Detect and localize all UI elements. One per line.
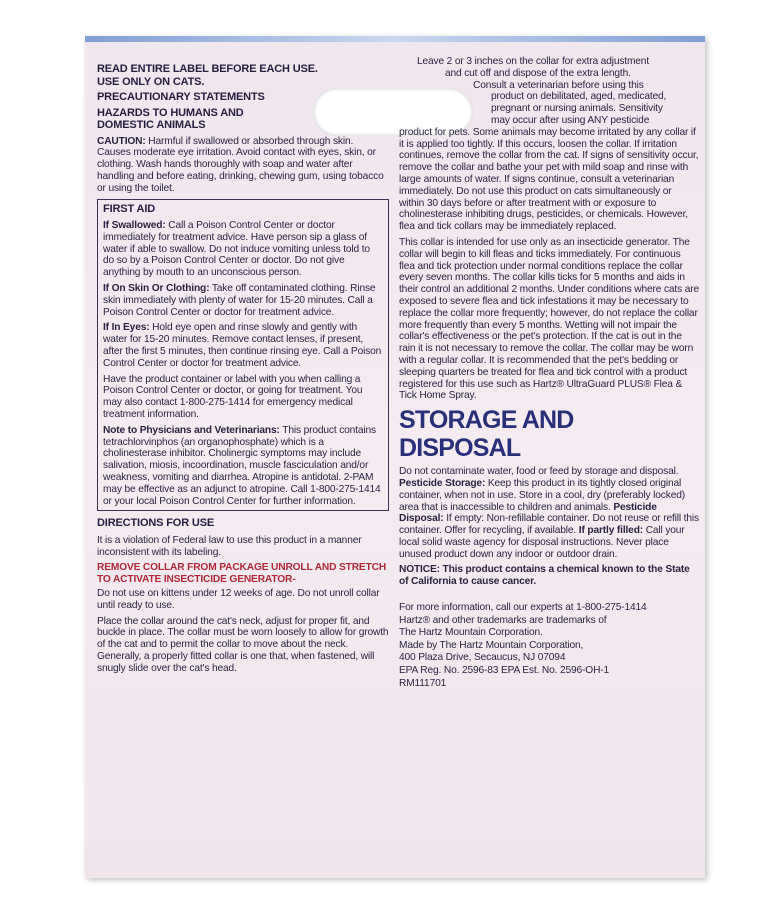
storage-intro: Do not contaminate water, food or feed by storage and disposal. — [399, 466, 679, 478]
swallowed-label: If Swallowed: — [103, 219, 166, 231]
first-aid-title: FIRST AID — [103, 203, 156, 216]
left-column — [97, 63, 389, 679]
directions-place-collar: Place the collar around the cat's neck, adjust for proper fit, and buckle in place. The collar must be worn loosely to allow for growth of the cat and to permit the collar to move about the neck. Generally, a properly fitted collar is one that, when fastened, will snugly slide over the cat's head. — [97, 615, 389, 674]
storage-title: STORAGE AND DISPOSAL — [399, 406, 574, 463]
label-header — [97, 63, 389, 132]
leave-line-1: Leave 2 or 3 inches on the collar for extra adjustment — [417, 56, 650, 67]
header-cats-only: USE ONLY ON CATS. — [97, 75, 205, 88]
directions-kittens: Do not use on kittens under 12 weeks of age. Do not unroll collar until ready to use. — [97, 588, 380, 611]
first-aid-skin — [103, 283, 383, 318]
physicians-text: This product contains tetrachlorvinphos (an organophosphate) which is a cholinesterase inhibitor. Cholinergic symptoms may include salivation, miosis, incoordination, muscle fasciculation and/or weakness, vomiting and diarrhea. Atropine is antidotal. 2-PAM may be effective as an adjunct to atropine. Call 1-800-275-1414 or your local Poison Control Center for further information. — [103, 424, 381, 507]
header-hazards: HAZARDS TO HUMANS AND — [97, 106, 244, 119]
epa-line: EPA Reg. No. 2596-83 EPA Est. No. 2596-OH-1 — [399, 665, 610, 677]
header-domestic: DOMESTIC ANIMALS — [97, 119, 206, 131]
eyes-text: Hold eye open and rinse slowly and gently with water for 15-20 minutes. Remove contact lenses, if present, after the first 5 minutes, then continue rinsing eye. Call a Poison Control Center or doctor for treatment advice. — [103, 322, 382, 369]
swallowed-text: Call a Poison Control Center or doctor immediately for treatment advice. Have person sip a glass of water if able to swallow. Do not induce vomiting unless told to do so by a Poison Control Center or doctor. Do not give anything by mouth to an unconscious person. — [103, 219, 370, 279]
leave-line-2: and cut off and dispose of the extra length. — [445, 67, 631, 79]
pesticide-disposal-text: If empty: Non-refillable container. Do not reuse or refill this container. Offer for recycling, if available. — [399, 513, 699, 537]
caution-text: Harmful if swallowed or absorbed through skin. Causes moderate eye irritation. Avoid contact with eyes, skin, or clothing. Wash hands thoroughly with soap and water after handling and before eating, drinking, chewing gum, using tobacco or using the toilet. — [97, 135, 384, 194]
leave-line-6: may occur after using ANY pesticide — [491, 114, 650, 126]
california-notice: NOTICE: This product contains a chemical known to the State of California to cause cancer. — [399, 564, 690, 588]
skin-text: Take off contaminated clothing. Rinse skin immediately with plenty of water for 15-20 minutes. Call a Poison Control Center or doctor for treatment advice. — [103, 282, 376, 318]
made-by-line: Made by The Hartz Mountain Corporation, — [399, 639, 584, 651]
address-line: 400 Plaza Drive, Secaucus, NJ 07094 — [399, 652, 566, 664]
sensitivity-paragraph: product for pets. Some animals may become irritated by any collar if it is applied too tightly. If this occurs, loosen the collar. If irritation continues, remove the collar from the cat. If signs of sensitivity occur, remove the collar and bathe your pet with mild soap and rinse with large amounts of water. If signs continue, consult a veterinarian immediately. Do not use this product on cats simultaneously or within 30 days before or after treatment with or exposure to cholinesterase inhibiting drugs, pesticides, or chemicals. However, flea and tick collars may be immediately replaced. — [399, 126, 699, 233]
leave-line-5: pregnant or nursing animals. Sensitivity — [491, 103, 663, 115]
leave-line-4: product on debilitated, aged, medicated, — [491, 91, 667, 103]
partly-filled-label: If partly filled: — [576, 525, 644, 537]
first-aid-container: Have the product container or label with you when calling a Poison Control Center or doctor, or going for treatment. You may also contact 1-800-275-1414 for emergency medical treatment information. — [103, 373, 363, 420]
header-precautionary: PRECAUTIONARY STATEMENTS — [97, 91, 265, 103]
right-column — [399, 56, 699, 690]
physicians-label: Note to Physicians and Veterinarians: — [103, 424, 280, 436]
partly-filled-text: Call your local solid waste agency for disposal instructions. Never place unused product down any indoor or outdoor drain. — [399, 525, 685, 560]
directions-remove-collar: REMOVE COLLAR FROM PACKAGE UNROLL AND STRETCH TO ACTIVATE INSECTICIDE GENERATOR- — [97, 562, 387, 586]
contact-phone: For more information, call our experts at 1-800-275-1414 — [399, 602, 647, 614]
header-read-label: READ ENTIRE LABEL BEFORE EACH USE. — [97, 63, 318, 75]
product-package-back — [85, 36, 705, 878]
contact-block — [399, 602, 699, 690]
pesticide-storage-label: Pesticide Storage: — [399, 477, 486, 489]
caution-paragraph — [97, 136, 389, 195]
package-top-edge — [85, 36, 705, 42]
trademark-line: Hartz® and other trademarks are trademarks of — [399, 614, 607, 626]
caution-label: CAUTION: — [97, 135, 146, 147]
leave-line-3: Consult a veterinarian before using this — [473, 79, 644, 91]
lot-code: RM111701 — [399, 677, 447, 689]
corporation-line: The Hartz Mountain Corporation. — [399, 627, 543, 639]
storage-paragraph — [399, 466, 699, 560]
first-aid-swallowed — [103, 220, 383, 279]
eyes-label: If In Eyes: — [103, 322, 150, 334]
directions-violation: It is a violation of Federal law to use this product in a manner inconsistent with its labeling. — [97, 534, 362, 558]
pesticide-disposal-label: Pesticide Disposal: — [399, 501, 657, 525]
skin-label: If On Skin Or Clothing: — [103, 282, 210, 294]
generator-paragraph: This collar is intended for use only as an insecticide generator. The collar will begin to kill fleas and ticks immediately. For continuous flea and tick protection under normal conditions replace the collar every seven months. The collar kills ticks for 5 months and aids in their control an additional 2 months. Under conditions where cats are exposed to severe flea and tick infestations it may be necessary to replace the collar more frequently; however, do not replace the collar more frequently than every 5 months. Wetting will not impair the collar's effectiveness or the pet's protection. If the cat is out in the rain it is not necessary to remove the collar. The collar may be worn with a regular collar. It is recommended that the pet's bedding or sleeping quarters be treated for flea and tick control with a product registered for this use such as Hartz® UltraGuard PLUS® Flea & Tick Home Spray. — [399, 236, 699, 402]
directions-title: DIRECTIONS FOR USE — [97, 517, 215, 530]
leave-inches-block — [399, 56, 699, 127]
first-aid-box — [97, 199, 389, 511]
first-aid-eyes — [103, 322, 383, 369]
first-aid-physicians — [103, 425, 383, 508]
pesticide-storage-text: Keep this product in its tightly closed original container, when not in use. Store in a cool, dry (preferably locked) area that is inaccessible to children and animals. — [399, 477, 685, 513]
